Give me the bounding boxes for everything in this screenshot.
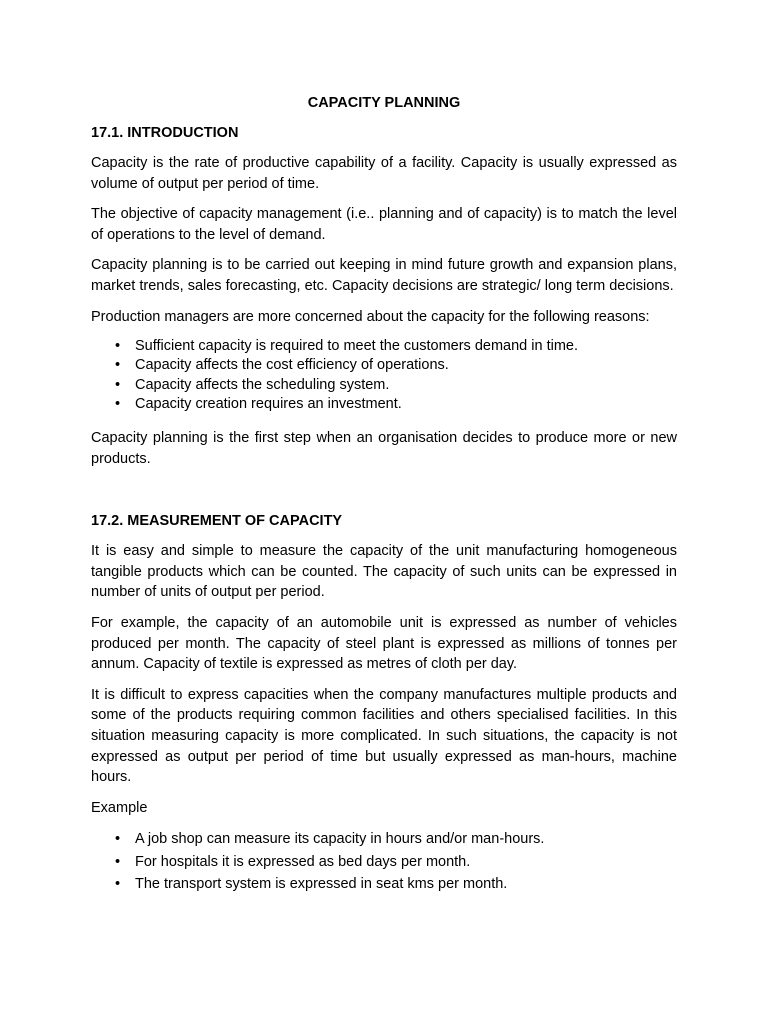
paragraph: The objective of capacity management (i.e.. planning and of capacity) is to match the level of operations to the level of demand.: [91, 206, 677, 243]
reasons-list: [91, 337, 677, 414]
list-item: • Capacity creation requires an investment.: [135, 395, 677, 414]
paragraph: Capacity planning is to be carried out keeping in mind future growth and expansion plans, market trends, sales forecasting, etc. Capacity decisions are strategic/ long term decisions.: [91, 257, 677, 294]
section-spacer: [91, 479, 677, 511]
paragraph: For example, the capacity of an automobile unit is expressed as number of vehicles produced per month. The capacity of steel plant is expressed as millions of tonnes per annum. Capacity of textile is expressed as metres of cloth per day.: [91, 614, 677, 673]
paragraph: Example: [91, 799, 148, 816]
paragraph: Production managers are more concerned about the capacity for the following reasons:: [91, 308, 650, 325]
paragraph: Capacity planning is the first step when an organisation decides to produce more or new products.: [91, 429, 677, 467]
section-heading-measurement: 17.2. MEASUREMENT OF CAPACITY: [91, 513, 343, 530]
document-title: CAPACITY PLANNING: [307, 95, 461, 111]
list-item: • A job shop can measure its capacity in hours and/or man-hours.: [135, 828, 677, 850]
list-item: • For hospitals it is expressed as bed days per month.: [135, 851, 677, 873]
list-item: • Capacity affects the scheduling system.: [135, 376, 677, 395]
examples-list: [91, 828, 677, 895]
document-body: [91, 93, 677, 906]
paragraph: It is easy and simple to measure the capacity of the unit manufacturing homogeneous tangible products which can be counted. The capacity of such units can be expressed in number of units of output per period.: [91, 543, 677, 601]
paragraph: It is difficult to express capacities when the company manufactures multiple products and some of the products requiring common facilities and others specialised facilities. In this situation measuring capacity is more complicated. In such situations, the capacity is not expressed as output per period of time but usually expressed as man-hours, machine hours.: [91, 686, 677, 786]
list-item: • The transport system is expressed in seat kms per month.: [135, 873, 677, 895]
section-heading-introduction: 17.1. INTRODUCTION: [91, 125, 239, 141]
list-item: • Sufficient capacity is required to meet the customers demand in time.: [135, 337, 677, 356]
list-item: • Capacity affects the cost efficiency of operations.: [135, 356, 677, 375]
paragraph: Capacity is the rate of productive capability of a facility. Capacity is usually expressed as volume of output per period of time.: [91, 155, 677, 192]
